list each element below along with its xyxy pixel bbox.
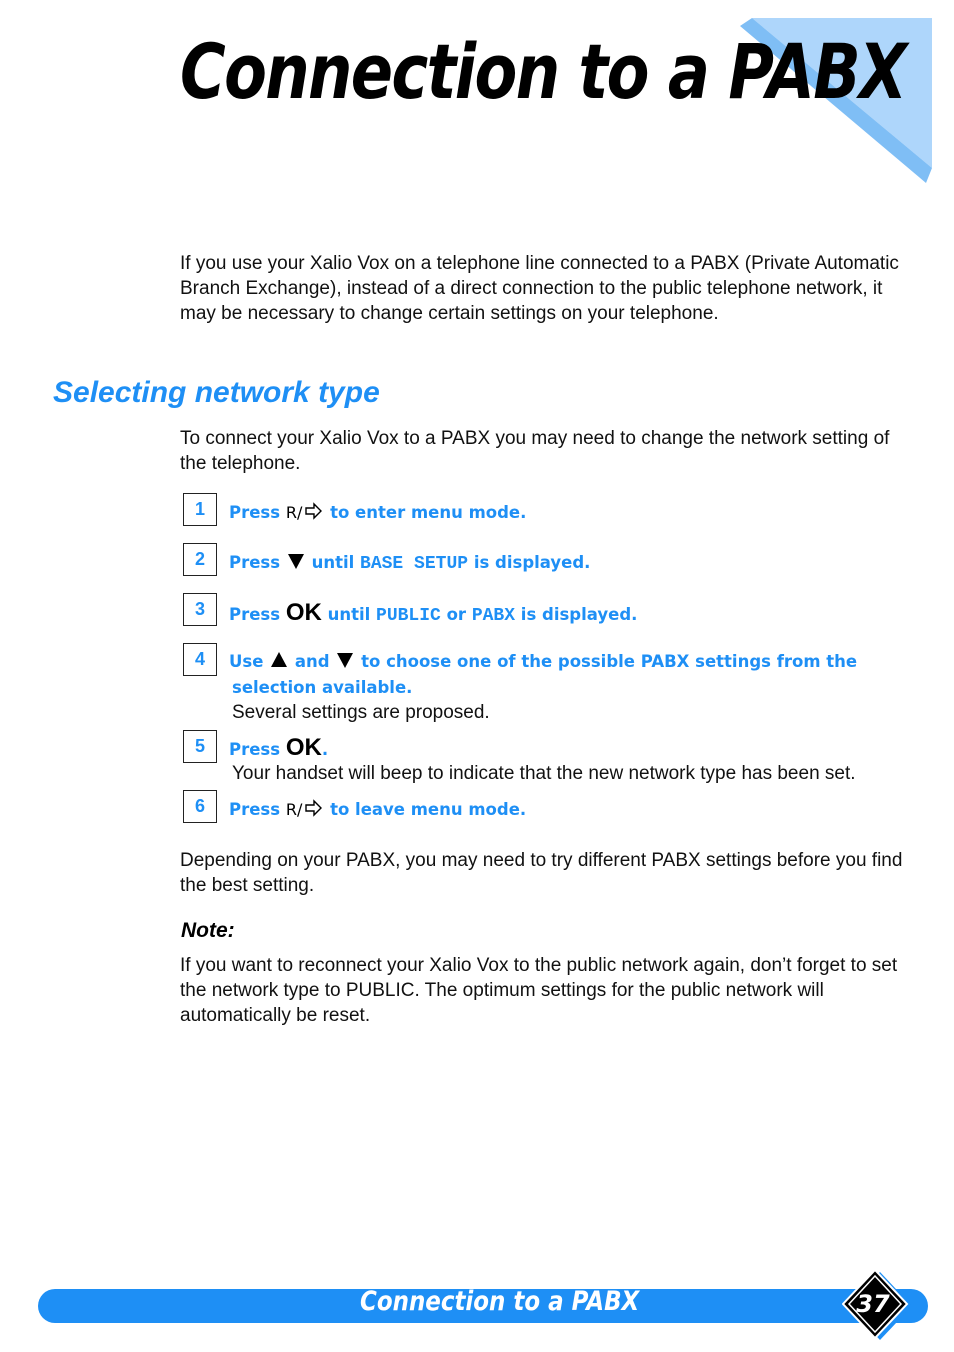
footer-title: Connection to a PABX xyxy=(360,1286,640,1317)
note-text: If you want to reconnect your Xalio Vox to the public network again, don’t forget to set the network type to PUBLIC. The optimum settings for the public network will automatically be reset. xyxy=(180,955,898,1026)
down-arrow-icon xyxy=(286,552,306,570)
step-number-5: 5 xyxy=(183,730,217,763)
step-4-text: Use and to choose one of the possible PABX settings from the xyxy=(229,652,858,671)
r-key-label: R/ xyxy=(285,800,303,819)
step-number-2: 2 xyxy=(183,543,217,576)
down-arrow-icon xyxy=(335,651,355,669)
step-3-text: Press OK until PUBLIC or PABX is displayed. xyxy=(229,599,638,626)
step-number-1: 1 xyxy=(183,493,217,526)
step-number-3: 3 xyxy=(183,593,217,626)
up-arrow-icon xyxy=(269,651,289,669)
step-number-6: 6 xyxy=(183,790,217,823)
menu-arrow-icon xyxy=(302,799,324,817)
note-heading: Note: xyxy=(181,919,235,942)
menu-arrow-icon xyxy=(302,502,324,520)
section-heading: Selecting network type xyxy=(53,376,380,409)
step-1-text: Press R/ to enter menu mode. xyxy=(229,503,527,522)
step-5-text: Press OK. xyxy=(229,734,329,761)
after-steps-paragraph: Depending on your PABX, you may need to try different PABX settings before you find the best setting. xyxy=(180,850,903,896)
step-6-text: Press R/ to leave menu mode. xyxy=(229,800,527,819)
page-number: 37 xyxy=(856,1290,890,1318)
step-4-note: Several settings are proposed. xyxy=(232,702,490,723)
ok-key-label: OK xyxy=(285,599,322,626)
step-number-4: 4 xyxy=(183,643,217,676)
step-5-note: Your handset will beep to indicate that the new network type has been set. xyxy=(232,763,856,784)
ok-key-label: OK xyxy=(285,734,322,761)
r-key-label: R/ xyxy=(285,503,303,522)
page-title: Connection to a PABX xyxy=(180,27,906,116)
intro-paragraph: If you use your Xalio Vox on a telephone line connected to a PABX (Private Automatic Branch Exchange), instead of a direct connection to the public telephone network, it may be necessary to change certain settings on your telephone. xyxy=(180,253,899,324)
step-4-continuation: selection available. xyxy=(232,678,413,697)
step-2-text: Press until BASE SETUP is displayed. xyxy=(229,553,591,574)
section-intro: To connect your Xalio Vox to a PABX you may need to change the network setting of the telephone. xyxy=(180,428,890,474)
